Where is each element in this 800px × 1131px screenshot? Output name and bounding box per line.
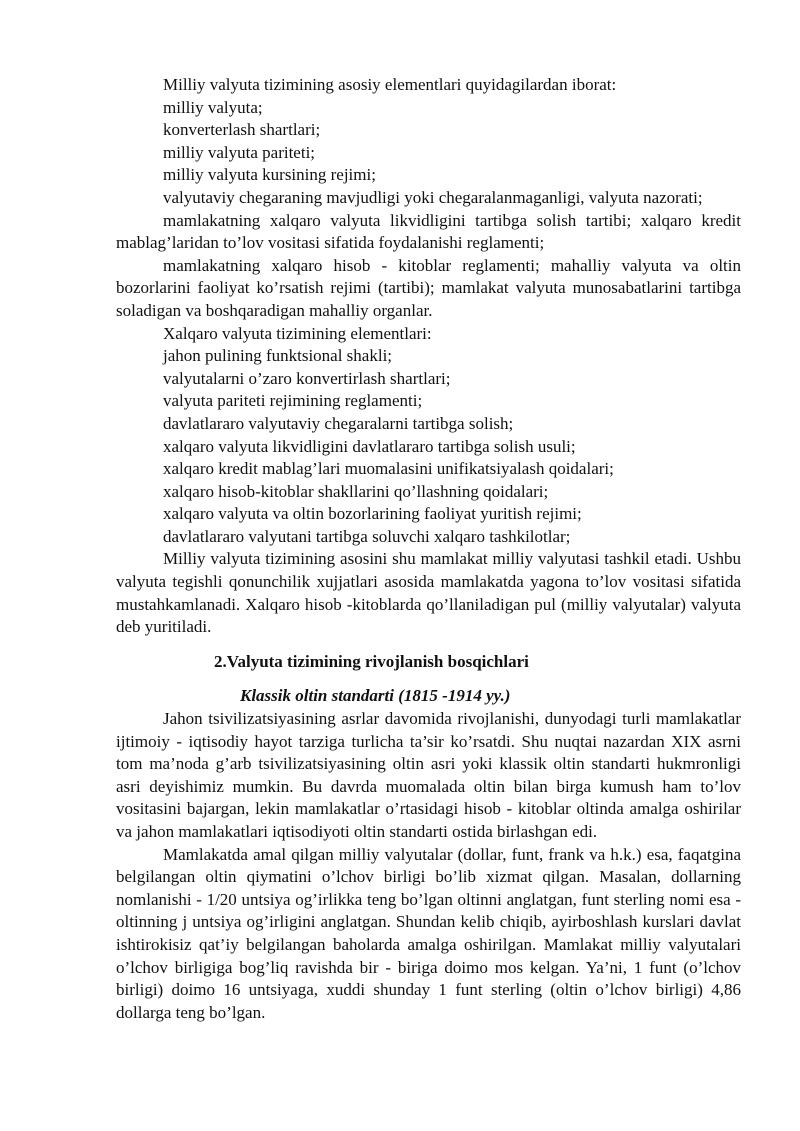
intl-element-item: xalqaro kredit mablag’lari muomalasini unifikatsiyalash qoidalari;	[163, 459, 614, 479]
national-element-item: konverterlash shartlari;	[163, 120, 321, 140]
national-element-item: milliy valyuta pariteti;	[163, 142, 316, 162]
national-element-item: milliy valyuta;	[163, 97, 263, 117]
paragraph-national-currency-basis: Milliy valyuta tizimining asosini shu mamlakat milliy valyutasi tashkil etadi. Ushbu valyuta tegishli qonunchilik xujjatlari asosida mamlakatda yagona to’lov vositasi sifatida mustahkamlanadi. Xalqaro hisob -kitoblarda qo’llaniladigan pul (milliy valyutalar) valyuta deb yuritiladi.	[116, 549, 741, 637]
intl-element-item: valyuta pariteti rejimining reglamenti;	[163, 391, 423, 411]
intl-element-item: davlatlararo valyutani tartibga soluvchi xalqaro tashkilotlar;	[163, 526, 571, 546]
intl-element-item: xalqaro hisob-kitoblar shakllarini qo’llashning qoidalari;	[163, 481, 549, 501]
intl-element-item: xalqaro valyuta likvidligini davlatlararo tartibga solish usuli;	[163, 436, 576, 456]
intl-element-item: davlatlararo valyutaviy chegaralarni tartibga solish;	[163, 413, 514, 433]
paragraph-currency-control: valyutaviy chegaraning mavjudligi yoki chegaralanmaganligi, valyuta nazorati;	[163, 187, 703, 207]
paragraph-history: Jahon tsivilizatsiyasining asrlar davomida rivojlanishi, dunyodagi turli mamlakatlar ijtimoiy - iqtisodiy hayot tarziga turlicha ta’sir ko’rsatdi. Shu nuqtai nazardan XIX asrni tom ma’noda g’arb tsivilizatsiyasining oltin asri yoki klassik oltin standarti hukmronligi asri deyishimiz mumkin. Bu davrda muomalada oltin bilan birga kumush ham to’lov vositasini bajargan, lekin mamlakatlar o’rtasidagi hisob - kitoblar oltinda amalga oshirilar va jahon mamlakatlari iqtisodiyoti oltin standarti ostida birlashgan edi.	[116, 709, 741, 841]
paragraph-settlements: mamlakatning xalqaro hisob - kitoblar reglamenti; mahalliy valyuta va oltin bozorlarini faoliyat ko’rsatish rejimi (tartibi); mamlakat valyuta munosabatlarini tartibga soladigan va boshqaradigan mahalliy organlar.	[116, 255, 741, 320]
national-elements-intro: Milliy valyuta tizimining asosiy elementlari quyidagilardan iborat:	[163, 75, 617, 94]
paragraph-currencies: Mamlakatda amal qilgan milliy valyutalar (dollar, funt, frank va h.k.) esa, faqatgina belgilangan oltin qiymatini o’lchov birligi bo’lib xizmat qilgan. Masalan, dollarning nomlanishi - 1/20 untsiya og’irlikka teng bo’lgan oltinni anglatgan, funt sterling nomi esa - oltinning j untsiya og’irligini anglatgan. Shundan kelib chiqib, ayirboshlash kurslari davlat ishtirokisiz qat’iy belgilangan baholarda amalga oshirilgan. Mamlakat milliy valyutalari o’lchov birligiga bog’liq ravishda bir - biriga doimo mos kelgan. Ya’ni, 1 funt (o’lchov birligi) doimo 16 untsiyaga, xuddi shunday 1 funt sterling (oltin o’lchov birligi) 4,86 dollarga teng bo’lgan.	[116, 844, 741, 1022]
section-heading: 2.Valyuta tizimining rivojlanish bosqichlari	[214, 651, 529, 671]
section-subheading: Klassik oltin standarti (1815 -1914 yy.)	[240, 686, 511, 706]
national-element-item: milliy valyuta kursining rejimi;	[163, 165, 376, 185]
intl-element-item: valyutalarni o’zaro konvertirlash shartlari;	[163, 368, 451, 388]
intl-elements-intro: Xalqaro valyuta tizimining elementlari:	[163, 323, 432, 343]
intl-element-item: xalqaro valyuta va oltin bozorlarining faoliyat yuritish rejimi;	[163, 504, 582, 524]
document-page	[116, 74, 741, 1024]
intl-element-item: jahon pulining funktsional shakli;	[163, 346, 393, 366]
paragraph-liquidity: mamlakatning xalqaro valyuta likvidligini tartibga solish tartibi; xalqaro kredit mablag’laridan to’lov vositasi sifatida foydalanishi reglamenti;	[116, 210, 741, 253]
